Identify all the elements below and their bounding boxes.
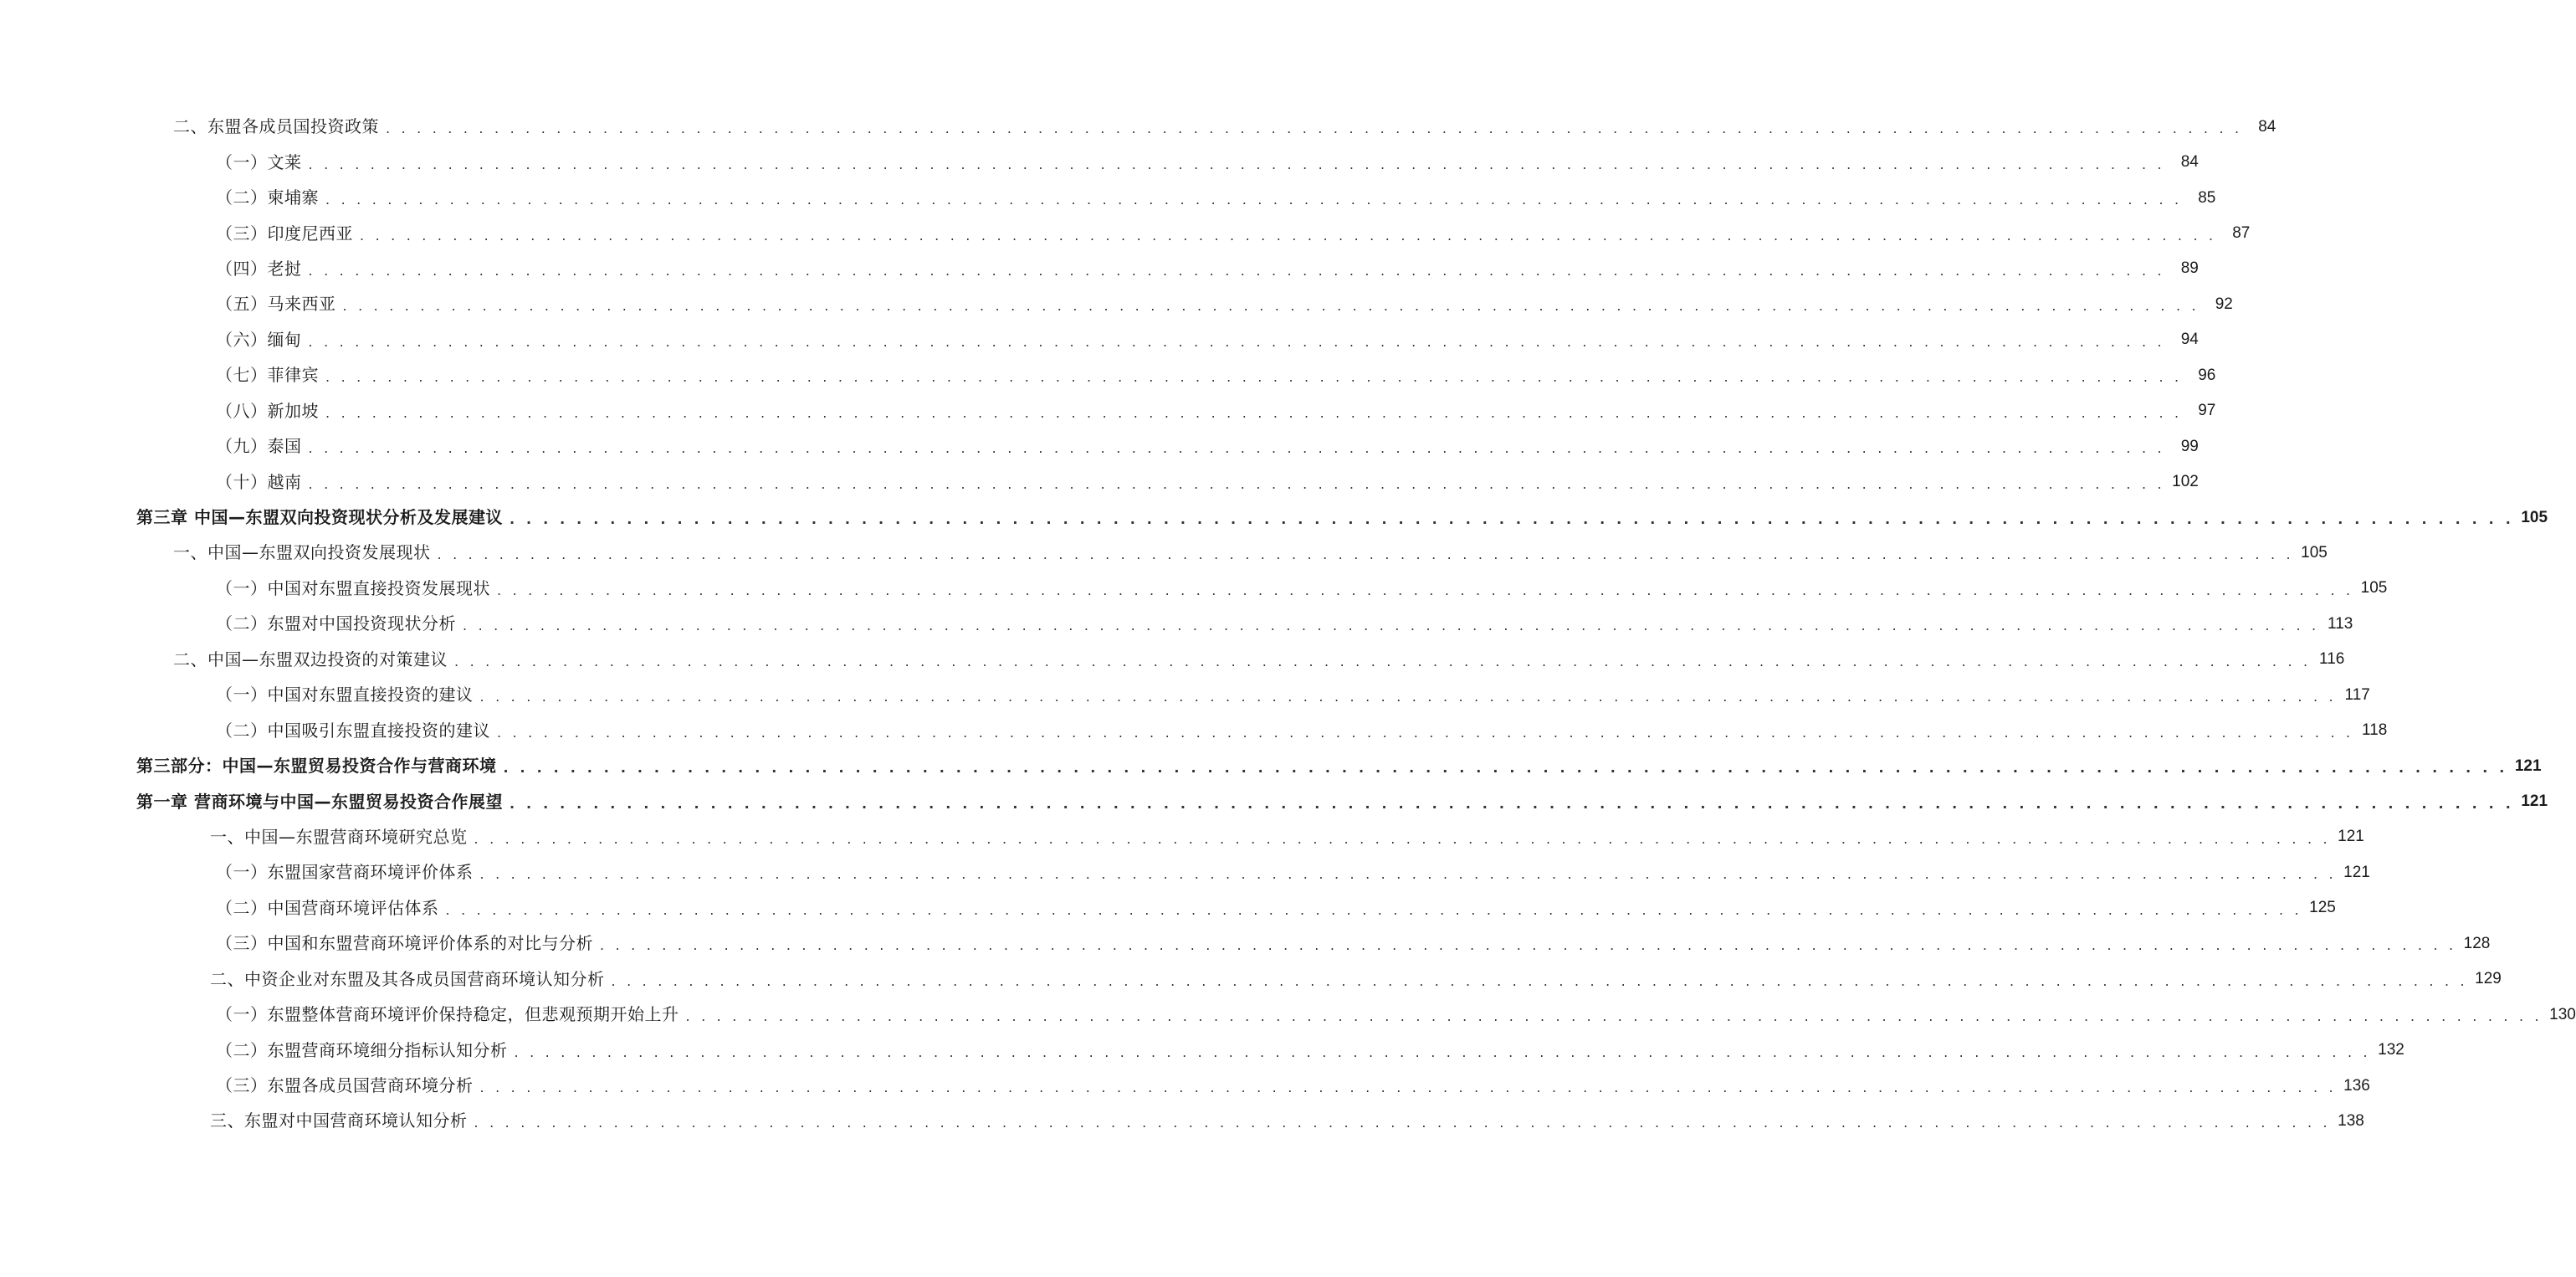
toc-dot-leader: . . . . . . . . . . . . . . . . . . . . . . . . . . . . . . . . . . . . . . . . . . . . . . . . . . . . . . . . . . . . . . . . . . . . . . . . . . . . . . . . . . . . . . . . . . . . . . . . . . . . . . . . . . . . . . . . . . . . . . . .	[454, 653, 2312, 669]
toc-entry	[0, 642, 2345, 677]
toc-entry-page-number: 136	[2343, 1076, 2370, 1095]
toc-dot-leader: . . . . . . . . . . . . . . . . . . . . . . . . . . . . . . . . . . . . . . . . . . . . . . . . . . . . . . . . . . . . . . . . . . . . . . . . . . . . . . . . . . . . . . . . . . . . . . . . . . . . . . . . . . . . . . . . . . . . . . . .	[325, 192, 2183, 208]
toc-dot-leader: . . . . . . . . . . . . . . . . . . . . . . . . . . . . . . . . . . . . . . . . . . . . . . . . . . . . . . . . . . . . . . . . . . . . . . . . . . . . . . . . . . . . . . . . . . . . . . . . . . . . . . . . . . . . . . . . . . . . . . . .	[509, 795, 2515, 812]
toc-entry-page-number: 84	[2258, 117, 2276, 136]
toc-dot-leader: . . . . . . . . . . . . . . . . . . . . . . . . . . . . . . . . . . . . . . . . . . . . . . . . . . . . . . . . . . . . . . . . . . . . . . . . . . . . . . . . . . . . . . . . . . . . . . . . . . . . . . . . . . . . . . . . . . . . . . . .	[497, 582, 2354, 598]
toc-dot-leader: . . . . . . . . . . . . . . . . . . . . . . . . . . . . . . . . . . . . . . . . . . . . . . . . . . . . . . . . . . . . . . . . . . . . . . . . . . . . . . . . . . . . . . . . . . . . . . . . . . . . . . . . . . . . . . . . . . . . . . . .	[611, 972, 2468, 989]
toc-entry-page-number: 116	[2319, 650, 2345, 669]
toc-entry-title: （八）新加坡	[216, 400, 319, 421]
toc-entry-page-number: 96	[2198, 366, 2216, 384]
toc-entry-page-number: 121	[2514, 756, 2542, 775]
toc-entry	[0, 500, 2548, 535]
toc-entry	[0, 1032, 2404, 1067]
toc-entry	[0, 606, 2353, 641]
toc-entry-title: （三）中国和东盟营商环境评价体系的对比与分析	[216, 933, 593, 954]
toc-entry-title: （三）东盟各成员国营商环境分析	[216, 1075, 474, 1096]
toc-dot-leader: . . . . . . . . . . . . . . . . . . . . . . . . . . . . . . . . . . . . . . . . . . . . . . . . . . . . . . . . . . . . . . . . . . . . . . . . . . . . . . . . . . . . . . . . . . . . . . . . . . . . . . . . . . . . . . . . . . . . . . . .	[308, 262, 2165, 279]
toc-dot-leader: . . . . . . . . . . . . . . . . . . . . . . . . . . . . . . . . . . . . . . . . . . . . . . . . . . . . . . . . . . . . . . . . . . . . . . . . . . . . . . . . . . . . . . . . . . . . . . . . . . . . . . . . . . . . . . . . . . . . . . . .	[308, 156, 2165, 172]
toc-dot-leader: . . . . . . . . . . . . . . . . . . . . . . . . . . . . . . . . . . . . . . . . . . . . . . . . . . . . . . . . . . . . . . . . . . . . . . . . . . . . . . . . . . . . . . . . . . . . . . . . . . . . . . . . . . . . . . . . . . . . . . . .	[325, 369, 2183, 386]
toc-entry-page-number: 105	[2301, 543, 2328, 562]
toc-entry-page-number: 121	[2343, 863, 2370, 881]
toc-entry	[0, 819, 2364, 854]
toc-entry	[0, 322, 2199, 357]
toc-entry-title: （十）越南	[216, 471, 302, 492]
toc-entry	[0, 286, 2233, 321]
toc-entry-page-number: 97	[2198, 402, 2216, 420]
toc-entry-title: （二）东盟对中国投资现状分析	[216, 613, 456, 634]
toc-entry	[0, 1068, 2370, 1103]
toc-entry-title: 二、中国—东盟双边投资的对策建议	[173, 649, 448, 669]
toc-entry-title: 二、中资企业对东盟及其各成员国营商环境认知分析	[210, 968, 605, 989]
toc-dot-leader: . . . . . . . . . . . . . . . . . . . . . . . . . . . . . . . . . . . . . . . . . . . . . . . . . . . . . . . . . . . . . . . . . . . . . . . . . . . . . . . . . . . . . . . . . . . . . . . . . . . . . . . . . . . . . . . . . . . . . . . .	[685, 1008, 2543, 1025]
toc-entry-page-number: 125	[2309, 899, 2336, 917]
toc-entry	[0, 783, 2548, 818]
toc-entry-page-number: 117	[2344, 685, 2370, 704]
toc-dot-leader: . . . . . . . . . . . . . . . . . . . . . . . . . . . . . . . . . . . . . . . . . . . . . . . . . . . . . . . . . . . . . . . . . . . . . . . . . . . . . . . . . . . . . . . . . . . . . . . . . . . . . . . . . . . . . . . . . . . . . . . .	[479, 689, 2337, 705]
toc-entry	[0, 109, 2276, 144]
toc-dot-leader: . . . . . . . . . . . . . . . . . . . . . . . . . . . . . . . . . . . . . . . . . . . . . . . . . . . . . . . . . . . . . . . . . . . . . . . . . . . . . . . . . . . . . . . . . . . . . . . . . . . . . . . . . . . . . . . . . . . . . . . .	[497, 724, 2354, 741]
toc-dot-leader: . . . . . . . . . . . . . . . . . . . . . . . . . . . . . . . . . . . . . . . . . . . . . . . . . . . . . . . . . . . . . . . . . . . . . . . . . . . . . . . . . . . . . . . . . . . . . . . . . . . . . . . . . . . . . . . . . . . . . . . .	[445, 901, 2302, 918]
toc-entry-page-number: 105	[2521, 508, 2548, 526]
toc-dot-leader: . . . . . . . . . . . . . . . . . . . . . . . . . . . . . . . . . . . . . . . . . . . . . . . . . . . . . . . . . . . . . . . . . . . . . . . . . . . . . . . . . . . . . . . . . . . . . . . . . . . . . . . . . . . . . . . . . . . . . . . .	[479, 866, 2337, 883]
toc-entry	[0, 926, 2491, 961]
toc-entry-page-number: 87	[2232, 224, 2251, 243]
toc-entry	[0, 890, 2336, 926]
toc-dot-leader: . . . . . . . . . . . . . . . . . . . . . . . . . . . . . . . . . . . . . . . . . . . . . . . . . . . . . . . . . . . . . . . . . . . . . . . . . . . . . . . . . . . . . . . . . . . . . . . . . . . . . . . . . . . . . . . . . . . . . . . .	[308, 440, 2165, 457]
toc-entry-page-number: 94	[2180, 331, 2199, 349]
toc-entry-title: 第三部分：中国—东盟贸易投资合作与营商环境	[136, 756, 497, 777]
toc-entry-title: 一、中国—东盟营商环境研究总览	[210, 826, 468, 847]
toc-entry-page-number: 85	[2198, 188, 2216, 207]
toc-entry-page-number: 121	[2521, 792, 2548, 811]
toc-dot-leader: . . . . . . . . . . . . . . . . . . . . . . . . . . . . . . . . . . . . . . . . . . . . . . . . . . . . . . . . . . . . . . . . . . . . . . . . . . . . . . . . . . . . . . . . . . . . . . . . . . . . . . . . . . . . . . . . . . . . . . . .	[360, 227, 2217, 244]
toc-entry	[0, 997, 2576, 1032]
table-of-contents	[0, 109, 2576, 1139]
toc-entry-page-number: 113	[2328, 614, 2353, 633]
toc-entry	[0, 357, 2216, 392]
toc-entry-title: （二）柬埔寨	[216, 187, 319, 208]
toc-entry-page-number: 128	[2463, 934, 2491, 952]
toc-entry-title: （九）泰国	[216, 436, 302, 457]
toc-entry-page-number: 99	[2180, 437, 2199, 455]
toc-entry-title: （四）老挝	[216, 258, 302, 279]
toc-entry	[0, 1103, 2364, 1138]
toc-entry-title: 三、东盟对中国营商环境认知分析	[210, 1110, 468, 1131]
toc-entry	[0, 962, 2502, 997]
toc-entry-page-number: 105	[2360, 579, 2388, 597]
toc-entry-title: （三）印度尼西亚	[216, 223, 353, 244]
toc-entry	[0, 428, 2199, 464]
toc-entry-page-number: 84	[2180, 153, 2199, 172]
toc-entry-page-number: 102	[2172, 473, 2199, 491]
toc-dot-leader: . . . . . . . . . . . . . . . . . . . . . . . . . . . . . . . . . . . . . . . . . . . . . . . . . . . . . . . . . . . . . . . . . . . . . . . . . . . . . . . . . . . . . . . . . . . . . . . . . . . . . . . . . . . . . . . . . . . . . . . .	[463, 618, 2320, 634]
toc-entry-title: 一、中国—东盟双向投资发展现状	[173, 542, 431, 563]
toc-dot-leader: . . . . . . . . . . . . . . . . . . . . . . . . . . . . . . . . . . . . . . . . . . . . . . . . . . . . . . . . . . . . . . . . . . . . . . . . . . . . . . . . . . . . . . . . . . . . . . . . . . . . . . . . . . . . . . . . . . . . . . . .	[308, 475, 2165, 492]
toc-entry	[0, 712, 2388, 747]
toc-dot-leader: . . . . . . . . . . . . . . . . . . . . . . . . . . . . . . . . . . . . . . . . . . . . . . . . . . . . . . . . . . . . . . . . . . . . . . . . . . . . . . . . . . . . . . . . . . . . . . . . . . . . . . . . . . . . . . . . . . . . . . . .	[514, 1044, 2371, 1060]
toc-entry-page-number: 89	[2180, 259, 2199, 278]
toc-entry-page-number: 130	[2549, 1005, 2576, 1023]
toc-entry-title: （一）中国对东盟直接投资的建议	[216, 685, 474, 705]
toc-entry	[0, 571, 2388, 606]
toc-entry-title: 第三章 中国—东盟双向投资现状分析及发展建议	[136, 507, 503, 528]
toc-entry-page-number: 132	[2378, 1041, 2404, 1059]
toc-entry-title: （一）东盟整体营商环境评价保持稳定，但悲观预期开始上升	[216, 1004, 679, 1025]
toc-entry	[0, 251, 2199, 286]
toc-entry-title: （一）东盟国家营商环境评价体系	[216, 862, 474, 883]
toc-entry	[0, 215, 2251, 250]
toc-entry	[0, 854, 2370, 890]
toc-entry-title: 第一章 营商环境与中国—东盟贸易投资合作展望	[136, 791, 503, 812]
toc-entry-title: （二）中国营商环境评估体系	[216, 897, 439, 918]
toc-entry-page-number: 121	[2338, 828, 2364, 846]
toc-dot-leader: . . . . . . . . . . . . . . . . . . . . . . . . . . . . . . . . . . . . . . . . . . . . . . . . . . . . . . . . . . . . . . . . . . . . . . . . . . . . . . . . . . . . . . . . . . . . . . . . . . . . . . . . . . . . . . . . . . . . . . . .	[437, 546, 2294, 563]
toc-entry	[0, 535, 2328, 570]
toc-entry-title: （六）缅甸	[216, 329, 302, 350]
toc-dot-leader: . . . . . . . . . . . . . . . . . . . . . . . . . . . . . . . . . . . . . . . . . . . . . . . . . . . . . . . . . . . . . . . . . . . . . . . . . . . . . . . . . . . . . . . . . . . . . . . . . . . . . . . . . . . . . . . . . . . . . . . .	[474, 1115, 2331, 1131]
toc-dot-leader: . . . . . . . . . . . . . . . . . . . . . . . . . . . . . . . . . . . . . . . . . . . . . . . . . . . . . . . . . . . . . . . . . . . . . . . . . . . . . . . . . . . . . . . . . . . . . . . . . . . . . . . . . . . . . . . . . . . . . . . .	[308, 333, 2165, 350]
toc-dot-leader: . . . . . . . . . . . . . . . . . . . . . . . . . . . . . . . . . . . . . . . . . . . . . . . . . . . . . . . . . . . . . . . . . . . . . . . . . . . . . . . . . . . . . . . . . . . . . . . . . . . . . . . . . . . . . . . . . . . . . . . .	[325, 404, 2183, 421]
toc-entry-page-number: 118	[2362, 721, 2388, 740]
toc-dot-leader: . . . . . . . . . . . . . . . . . . . . . . . . . . . . . . . . . . . . . . . . . . . . . . . . . . . . . . . . . . . . . . . . . . . . . . . . . . . . . . . . . . . . . . . . . . . . . . . . . . . . . . . . . . . . . . . . . . . . . . . .	[503, 760, 2508, 777]
toc-entry	[0, 393, 2216, 428]
toc-dot-leader: . . . . . . . . . . . . . . . . . . . . . . . . . . . . . . . . . . . . . . . . . . . . . . . . . . . . . . . . . . . . . . . . . . . . . . . . . . . . . . . . . . . . . . . . . . . . . . . . . . . . . . . . . . . . . . . . . . . . . . . .	[386, 121, 2243, 137]
toc-entry-title: （一）中国对东盟直接投资发展现状	[216, 577, 490, 598]
toc-entry-title: （一）文莱	[216, 151, 302, 172]
toc-entry	[0, 180, 2216, 215]
toc-dot-leader: . . . . . . . . . . . . . . . . . . . . . . . . . . . . . . . . . . . . . . . . . . . . . . . . . . . . . . . . . . . . . . . . . . . . . . . . . . . . . . . . . . . . . . . . . . . . . . . . . . . . . . . . . . . . . . . . . . . . . . . .	[479, 1080, 2337, 1096]
toc-entry-page-number: 138	[2338, 1111, 2364, 1130]
toc-entry-page-number: 92	[2215, 295, 2233, 313]
toc-entry	[0, 144, 2199, 179]
toc-entry	[0, 677, 2370, 712]
toc-dot-leader: . . . . . . . . . . . . . . . . . . . . . . . . . . . . . . . . . . . . . . . . . . . . . . . . . . . . . . . . . . . . . . . . . . . . . . . . . . . . . . . . . . . . . . . . . . . . . . . . . . . . . . . . . . . . . . . . . . . . . . . .	[600, 937, 2457, 954]
toc-entry-title: （二）中国吸引东盟直接投资的建议	[216, 720, 490, 741]
toc-dot-leader: . . . . . . . . . . . . . . . . . . . . . . . . . . . . . . . . . . . . . . . . . . . . . . . . . . . . . . . . . . . . . . . . . . . . . . . . . . . . . . . . . . . . . . . . . . . . . . . . . . . . . . . . . . . . . . . . . . . . . . . .	[509, 511, 2515, 528]
toc-dot-leader: . . . . . . . . . . . . . . . . . . . . . . . . . . . . . . . . . . . . . . . . . . . . . . . . . . . . . . . . . . . . . . . . . . . . . . . . . . . . . . . . . . . . . . . . . . . . . . . . . . . . . . . . . . . . . . . . . . . . . . . .	[474, 830, 2331, 847]
toc-entry	[0, 748, 2542, 783]
toc-entry-title: 二、东盟各成员国投资政策	[173, 116, 379, 137]
toc-entry-page-number: 129	[2475, 970, 2502, 988]
toc-entry-title: （七）菲律宾	[216, 365, 319, 386]
toc-dot-leader: . . . . . . . . . . . . . . . . . . . . . . . . . . . . . . . . . . . . . . . . . . . . . . . . . . . . . . . . . . . . . . . . . . . . . . . . . . . . . . . . . . . . . . . . . . . . . . . . . . . . . . . . . . . . . . . . . . . . . . . .	[342, 298, 2200, 315]
toc-entry	[0, 464, 2199, 499]
toc-entry-title: （五）马来西亚	[216, 294, 336, 315]
toc-entry-title: （二）东盟营商环境细分指标认知分析	[216, 1039, 508, 1060]
